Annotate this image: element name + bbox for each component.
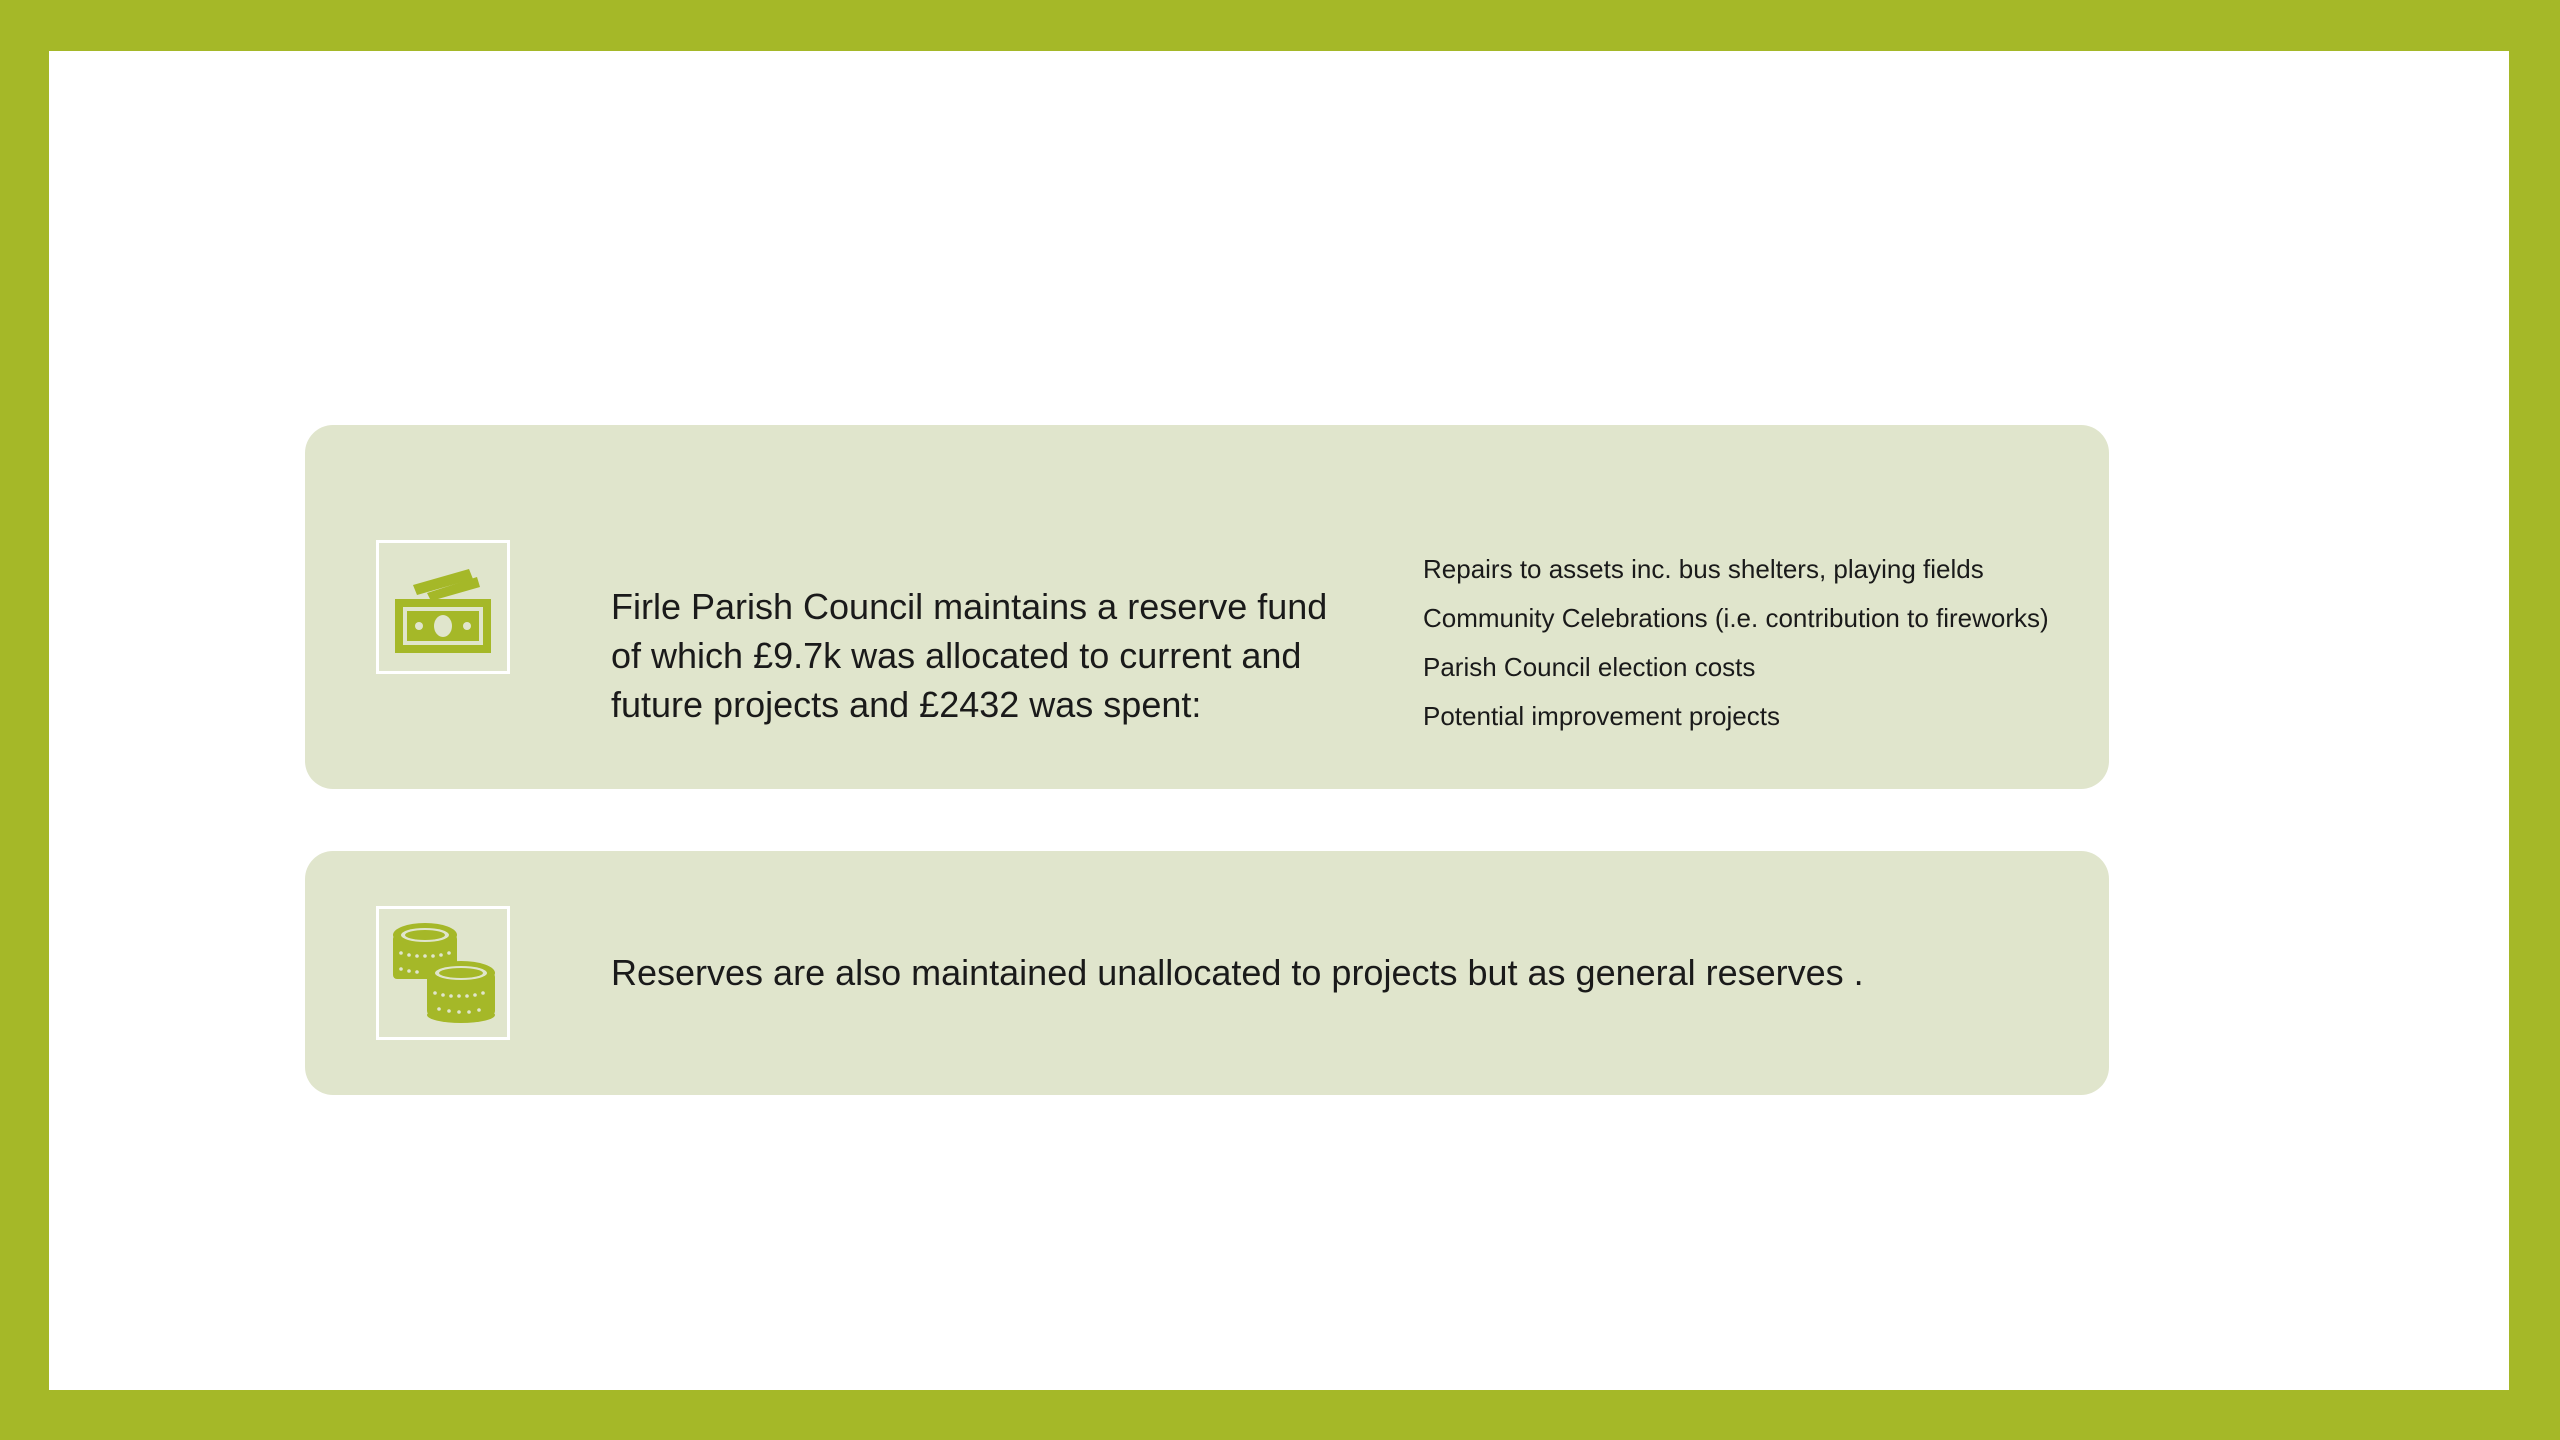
general-reserves-card <box>305 851 2109 1095</box>
list-item: Potential improvement projects <box>1423 701 1780 731</box>
money-icon-box <box>376 540 510 674</box>
reserve-uses-list <box>1423 551 2063 747</box>
reserve-fund-description: Firle Parish Council maintains a reserve fund of which £9.7k was allocated to current and future projects and £2432 was spent: <box>611 586 1328 725</box>
list-item: Repairs to assets inc. bus shelters, playing fields <box>1423 554 1984 584</box>
list-item: Parish Council election costs <box>1423 652 1756 682</box>
list-item: Community Celebrations (i.e. contribution to fireworks) <box>1423 603 2049 633</box>
money-icon <box>383 547 503 667</box>
coins-icon-box <box>376 906 510 1040</box>
reserve-fund-card <box>305 425 2109 789</box>
slide <box>49 51 2509 1390</box>
general-reserves-description: Reserves are also maintained unallocated to projects but as general reserves . <box>611 952 1864 993</box>
coins-icon <box>383 913 503 1033</box>
